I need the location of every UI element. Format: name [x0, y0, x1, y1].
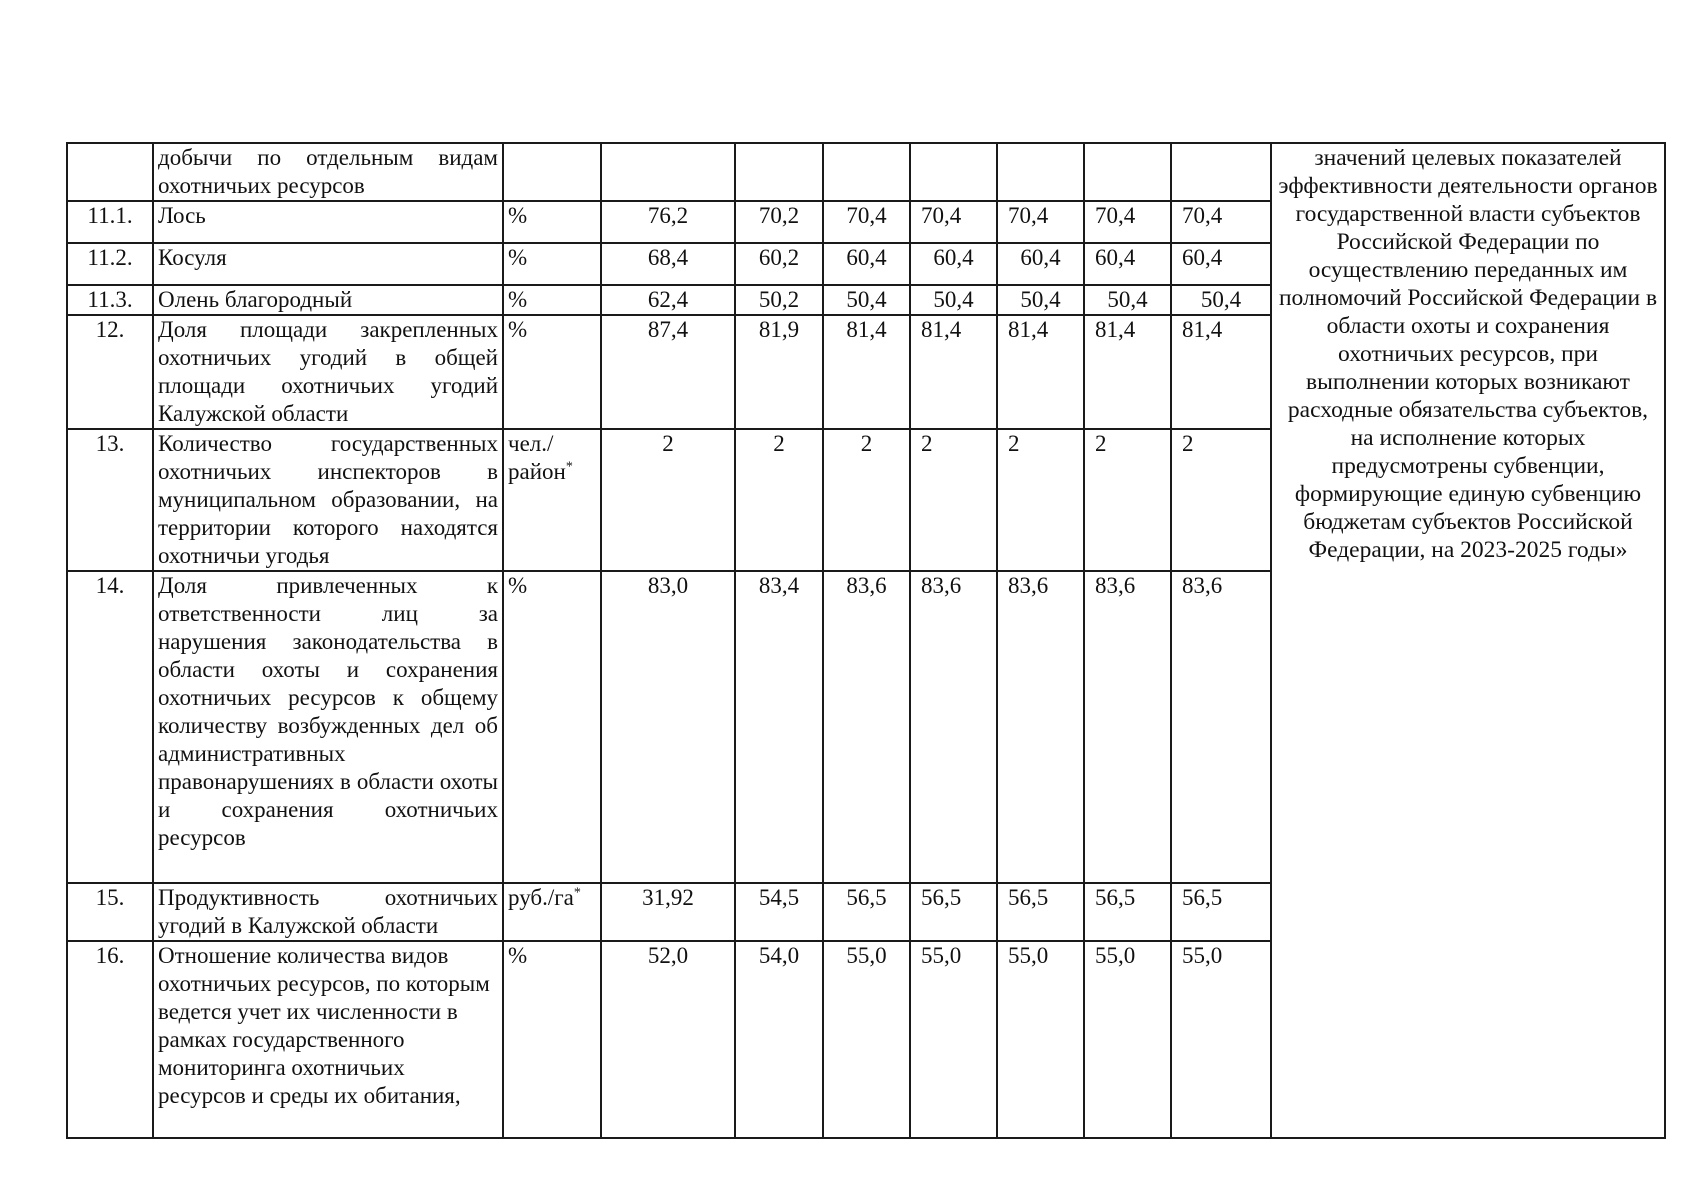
value-cell: 81,4 [1084, 315, 1171, 429]
value-cell: 56,5 [1171, 883, 1271, 941]
unit-cell [503, 243, 601, 285]
value-cell: 56,5 [823, 883, 910, 941]
value-cell: 2 [997, 429, 1084, 571]
value-cell: 60,4 [1084, 243, 1171, 285]
value-cell: 62,4 [601, 285, 735, 315]
value-cell: 2 [1171, 429, 1271, 571]
value-cell: 70,4 [1084, 201, 1171, 243]
value-cell: 56,5 [997, 883, 1084, 941]
value-cell: 81,9 [735, 315, 823, 429]
indicator-name-cell: добычи по отдельным видам охотничьих ресурсов [153, 143, 503, 201]
indicator-name-cell: Лось [153, 201, 503, 243]
unit-text: % [508, 245, 528, 270]
indicator-name-cell: Количество государственных охотничьих инспекторов в муниципальном образовании, на территории которого находятся охотничьи угодья [153, 429, 503, 571]
value-cell: 50,4 [823, 285, 910, 315]
value-cell: 50,4 [910, 285, 997, 315]
value-cell: 2 [1084, 429, 1171, 571]
unit-cell [503, 429, 601, 571]
value-cell: 50,4 [997, 285, 1084, 315]
note-cell: значений целевых показателей эффективности деятельности органов государственной власти субъектов Российской Федерации по осуществлению переданных им полномочий Российской Федерации в области охоты и сохранения охотничьих ресурсов, при выполнении которых возникают расходные обязательства субъектов, на исполнение которых предусмотрены субвенции, формирующие единую субвенцию бюджетам субъектов Российской Федерации, на 2023-2025 годы» [1271, 143, 1665, 1138]
value-cell: 55,0 [1084, 941, 1171, 1138]
row-number-cell: 12. [67, 315, 153, 429]
value-cell: 2 [735, 429, 823, 571]
unit-cell [503, 285, 601, 315]
unit-text: % [508, 573, 528, 598]
value-cell: 83,6 [1171, 571, 1271, 883]
row-number-cell: 15. [67, 883, 153, 941]
value-cell: 81,4 [823, 315, 910, 429]
indicator-name-cell: Продуктивность охотничьих угодий в Калужской области [153, 883, 503, 941]
value-cell: 70,2 [735, 201, 823, 243]
unit-cell [503, 883, 601, 941]
unit-cell [503, 143, 601, 201]
unit-cell [503, 201, 601, 243]
row-number-cell: 16. [67, 941, 153, 1138]
unit-cell [503, 571, 601, 883]
value-cell: 83,6 [997, 571, 1084, 883]
unit-text: % [508, 943, 528, 968]
value-cell: 83,6 [823, 571, 910, 883]
value-cell: 81,4 [997, 315, 1084, 429]
indicator-name-cell: Олень благородный [153, 285, 503, 315]
value-cell: 55,0 [1171, 941, 1271, 1138]
value-cell: 50,4 [1171, 285, 1271, 315]
value-cell: 55,0 [910, 941, 997, 1138]
value-cell: 83,4 [735, 571, 823, 883]
value-cell: 60,4 [910, 243, 997, 285]
value-cell [1171, 143, 1271, 201]
value-cell: 31,92 [601, 883, 735, 941]
value-cell: 2 [601, 429, 735, 571]
unit-text: % [508, 287, 528, 312]
value-cell [823, 143, 910, 201]
value-cell: 70,4 [1171, 201, 1271, 243]
indicator-name-cell: Доля привлеченных к ответственности лиц за нарушения законодательства в области охоты и сохранения охотничьих ресурсов к общему количеству возбужденных дел об административных правонарушениях в области охоты и сохранения охотничьих ресурсов [153, 571, 503, 883]
value-cell: 70,4 [823, 201, 910, 243]
unit-text: чел./район* [508, 431, 573, 484]
value-cell: 54,5 [735, 883, 823, 941]
value-cell: 87,4 [601, 315, 735, 429]
value-cell: 55,0 [997, 941, 1084, 1138]
indicator-name-cell: Косуля [153, 243, 503, 285]
value-cell: 76,2 [601, 201, 735, 243]
value-cell: 55,0 [823, 941, 910, 1138]
value-cell: 56,5 [910, 883, 997, 941]
value-cell: 2 [823, 429, 910, 571]
row-number-cell: 14. [67, 571, 153, 883]
value-cell: 83,6 [1084, 571, 1171, 883]
value-cell: 81,4 [910, 315, 997, 429]
row-number-cell [67, 143, 153, 201]
value-cell: 50,2 [735, 285, 823, 315]
value-cell: 60,4 [823, 243, 910, 285]
value-cell: 54,0 [735, 941, 823, 1138]
value-cell [1084, 143, 1171, 201]
value-cell [735, 143, 823, 201]
row-number-cell: 13. [67, 429, 153, 571]
value-cell: 60,4 [997, 243, 1084, 285]
row-number-cell: 11.2. [67, 243, 153, 285]
value-cell: 52,0 [601, 941, 735, 1138]
row-number-cell: 11.1. [67, 201, 153, 243]
value-cell [910, 143, 997, 201]
value-cell: 60,2 [735, 243, 823, 285]
value-cell: 83,0 [601, 571, 735, 883]
value-cell [997, 143, 1084, 201]
unit-text: % [508, 203, 528, 228]
indicators-table [66, 142, 1666, 1139]
value-cell: 68,4 [601, 243, 735, 285]
value-cell: 81,4 [1171, 315, 1271, 429]
unit-text: руб./га* [508, 885, 581, 910]
value-cell: 83,6 [910, 571, 997, 883]
unit-cell [503, 315, 601, 429]
value-cell: 60,4 [1171, 243, 1271, 285]
value-cell: 50,4 [1084, 285, 1171, 315]
value-cell: 2 [910, 429, 997, 571]
unit-cell [503, 941, 601, 1138]
value-cell: 56,5 [1084, 883, 1171, 941]
indicator-name-cell: Доля площади закрепленных охотничьих угодий в общей площади охотничьих угодий Калужской области [153, 315, 503, 429]
value-cell [601, 143, 735, 201]
value-cell: 70,4 [910, 201, 997, 243]
indicator-name-cell: Отношение количества видов охотничьих ресурсов, по которым ведется учет их численности в рамках государственного мониторинга охотничьих ресурсов и среды их обитания, [153, 941, 503, 1138]
value-cell: 70,4 [997, 201, 1084, 243]
table-row-continuation [67, 143, 1665, 201]
unit-text: % [508, 317, 528, 342]
row-number-cell: 11.3. [67, 285, 153, 315]
